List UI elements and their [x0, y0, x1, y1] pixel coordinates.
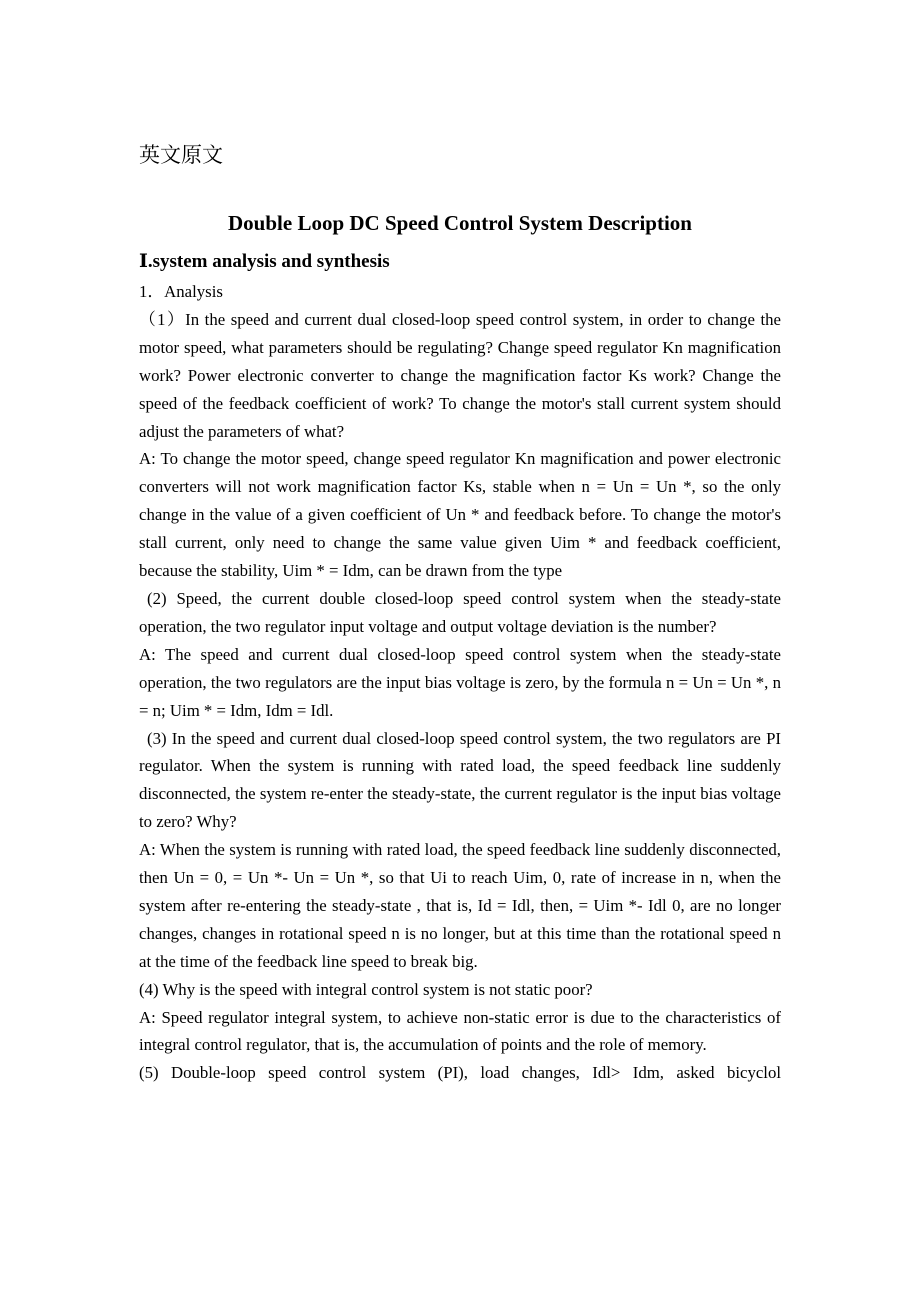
- paragraph-question-5: (5) Double-loop speed control system (PI), load changes, Idl> Idm, asked bicyclol: [139, 1063, 781, 1083]
- paragraph-question-3: (3) In the speed and current dual closed-loop speed control system, the two regulators are PI regulator. When the system is running with rated load, the speed feedback line suddenly disconnected, the system re-enter the steady-state, the current regulator is the input bias voltage to zero? Why?: [139, 728, 781, 832]
- heading-original-text: 英文原文: [139, 143, 223, 167]
- document-title: Double Loop DC Speed Control System Description: [228, 211, 692, 235]
- paragraph-answer-4: A: Speed regulator integral system, to achieve non-static error is due to the characteristics of integral control regulator, that is, the accumulation of points and the role of memory.: [139, 1007, 781, 1055]
- section-title: Ⅰ.system analysis and synthesis: [139, 251, 390, 272]
- paragraph-question-1: （1）In the speed and current dual closed-loop speed control system, in order to change the motor speed, what parameters should be regulating? Change speed regulator Kn magnification work? Power electronic converter to change the magnification factor Ks work? Change the speed of the feedback coefficient of work? To change the motor's stall current system should adjust the parameters of what?: [139, 309, 781, 441]
- paragraph-answer-1: A: To change the motor speed, change speed regulator Kn magnification and power electronic converters will not work magnification factor Ks, stable when n = Un = Un *, so the only change in the value of a given coefficient of Un * and feedback before. To change the motor's stall current, only need to change the same value given Uim * and feedback coefficient, because the stability, Uim * = Idm, can be drawn from the type: [139, 449, 781, 581]
- paragraph-question-2: (2) Speed, the current double closed-loop speed control system when the steady-state operation, the two regulator input voltage and output voltage deviation is the number?: [139, 588, 781, 636]
- subsection-label: 1．Analysis: [139, 282, 223, 301]
- document-body: [139, 140, 781, 1087]
- paragraph-answer-3: A: When the system is running with rated load, the speed feedback line suddenly disconnected, then Un = 0, = Un *- Un = Un *, so that Ui to reach Uim, 0, rate of increase in n, when the system after re-entering the steady-state , that is, Id = Idl, then, = Uim *- Idl 0, are no longer changes, changes in rotational speed n is no longer, but at this time than the rotational speed n at the time of the feedback line speed to break big.: [139, 840, 781, 971]
- paragraph-question-4: (4) Why is the speed with integral control system is not static poor?: [139, 979, 593, 999]
- paragraph-answer-2: A: The speed and current dual closed-loop speed control system when the steady-state operation, the two regulators are the input bias voltage is zero, by the formula n = Un = Un *, n = n; Uim * = Idm, Idm = Idl.: [139, 644, 781, 720]
